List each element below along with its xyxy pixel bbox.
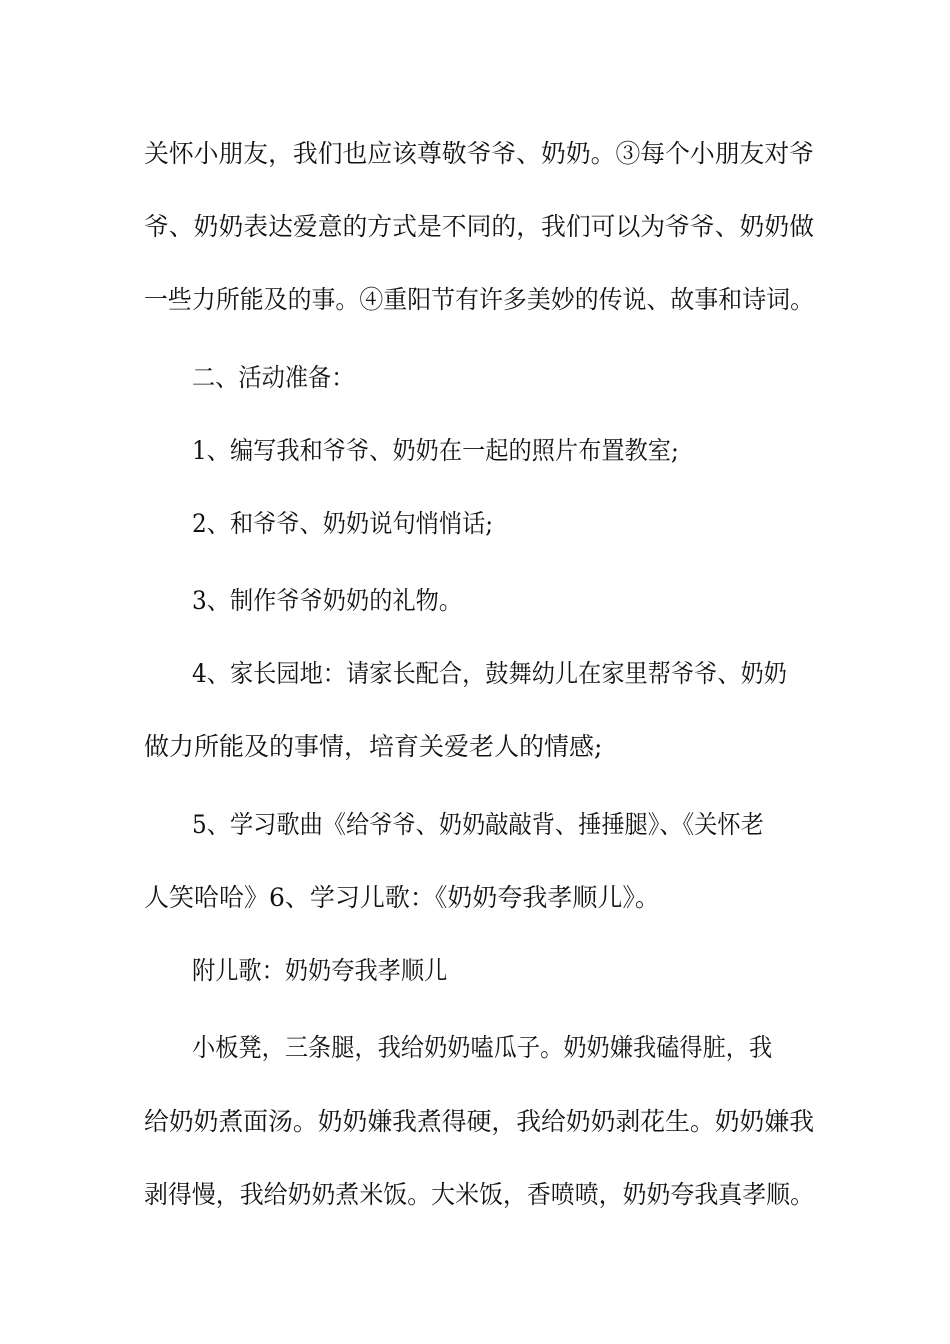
list-item: 4、家长园地：请家长配合，鼓舞幼儿在家里帮爷爷、奶奶 bbox=[192, 659, 788, 688]
list-item: 3、制作爷爷奶奶的礼物。 bbox=[192, 586, 463, 615]
list-item: 1、编写我和爷爷、奶奶在一起的照片布置教室; bbox=[192, 436, 679, 465]
body-text-line: 关怀小朋友，我们也应该尊敬爷爷、奶奶。③每个小朋友对爷 bbox=[144, 139, 815, 168]
body-text-line: 一些力所能及的事。④重阳节有许多美妙的传说、故事和诗词。 bbox=[144, 285, 815, 314]
list-item: 2、和爷爷、奶奶说句悄悄话; bbox=[192, 509, 494, 538]
list-item-continuation: 人笑哈哈》6、学习儿歌：《奶奶夸我孝顺儿》。 bbox=[144, 883, 660, 912]
appendix-title: 附儿歌：奶奶夸我孝顺儿 bbox=[192, 956, 448, 985]
poem-line: 给奶奶煮面汤。奶奶嫌我煮得硬，我给奶奶剥花生。奶奶嫌我 bbox=[144, 1107, 815, 1136]
poem-line: 小板凳，三条腿，我给奶奶嗑瓜子。奶奶嫌我磕得脏，我 bbox=[192, 1033, 773, 1062]
body-text-line: 爷、奶奶表达爱意的方式是不同的，我们可以为爷爷、奶奶做 bbox=[144, 212, 815, 241]
list-item-continuation: 做力所能及的事情，培育关爱老人的情感; bbox=[144, 732, 603, 761]
poem-line: 剥得慢，我给奶奶煮米饭。大米饭，香喷喷，奶奶夸我真孝顺。 bbox=[144, 1180, 815, 1209]
list-item: 5、学习歌曲《给爷爷、奶奶敲敲背、捶捶腿》、《关怀老 bbox=[192, 810, 764, 839]
section-heading: 二、活动准备： bbox=[192, 363, 355, 392]
